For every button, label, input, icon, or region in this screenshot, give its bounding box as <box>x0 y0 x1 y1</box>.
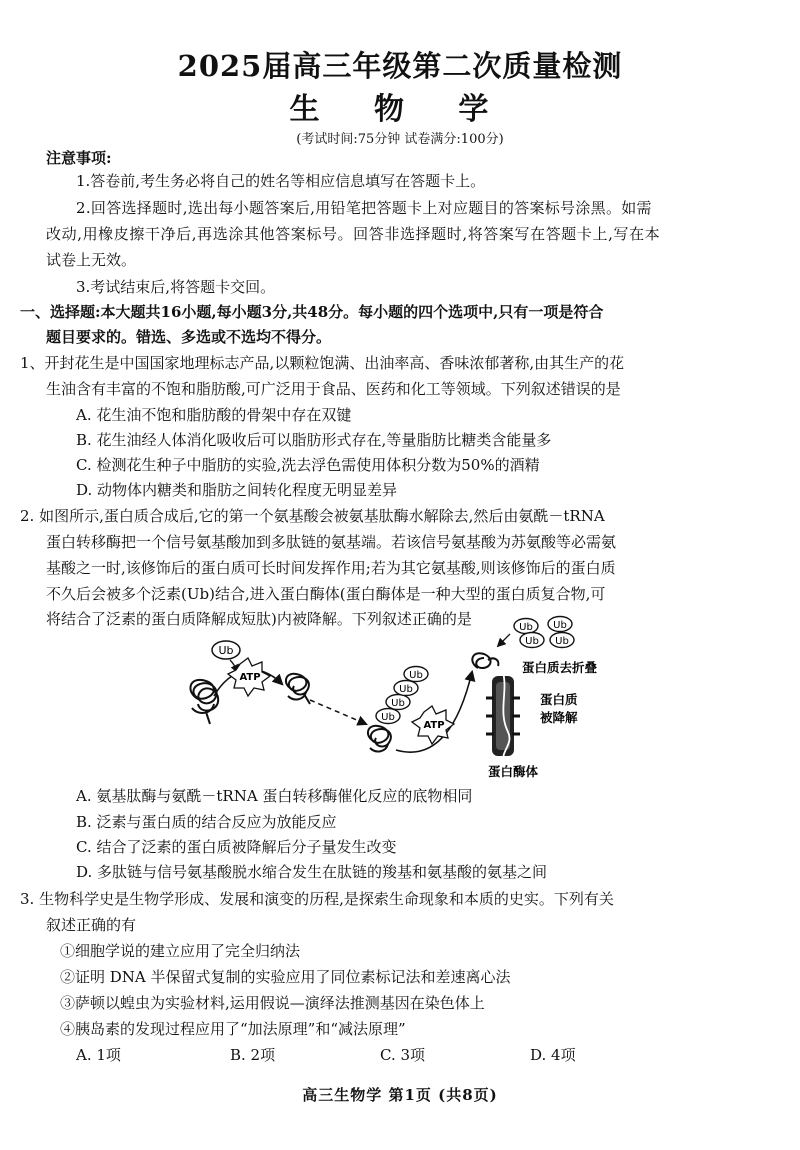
ub-label: Ub <box>399 684 413 695</box>
q1-option-a: A. 花生油不饱和脂肪酸的骨架中存在双键 <box>76 406 352 424</box>
label-proteasome: 蛋白酶体 <box>488 764 539 779</box>
q3-statement: ③萨顿以蝗虫为实验材料,运用假说—演绎法推测基因在染色体上 <box>60 994 485 1012</box>
q2-option-b: B. 泛素与蛋白质的结合反应为放能反应 <box>76 813 337 831</box>
q3-stem: 3. 生物科学史是生物学形成、发展和演变的历程,是探索生命现象和本质的史实。下列有关 <box>20 890 614 908</box>
subject-title: 生 物 学 <box>289 92 511 127</box>
notice-item: 1.答卷前,考生务必将自己的姓名等相应信息填写在答题卡上。 <box>76 172 486 190</box>
q3-statement: ②证明 DNA 半保留式复制的实验应用了同位素标记法和差速离心法 <box>60 968 511 986</box>
label-unfold: 蛋白质去折叠 <box>522 660 598 675</box>
atp-label: ATP <box>239 672 261 683</box>
q3-statement: ①细胞学说的建立应用了完全归纳法 <box>60 942 301 960</box>
ubiquitin-degradation-figure <box>170 612 610 788</box>
ub-label: Ub <box>409 670 423 681</box>
q2-stem: 基酸之一时,该修饰后的蛋白质可长时间发挥作用;若为其它氨基酸,则该修饰后的蛋白质 <box>46 559 616 577</box>
folded-protein-icon <box>190 680 218 724</box>
ub-label: Ub <box>519 622 533 633</box>
ub-label: Ub <box>555 636 569 647</box>
page-footer: 高三生物学 第1页 (共8页) <box>302 1086 498 1104</box>
proteasome-icon <box>486 672 520 762</box>
notice-item: 2.回答选择题时,选出每小题答案后,用铅笔把答题卡上对应题目的答案标号涂黑。如需 <box>76 199 652 217</box>
ub-label: Ub <box>391 698 405 709</box>
ubiquitin-cluster <box>498 617 574 648</box>
q1-option-d: D. 动物体内糖类和脂肪之间转化程度无明显差异 <box>76 481 398 499</box>
q3-option-b: B. 2项 <box>230 1046 276 1064</box>
q2-option-c: C. 结合了泛素的蛋白质被降解后分子量发生改变 <box>76 838 397 856</box>
q2-option-a: A. 氨基肽酶与氨酰－tRNA 蛋白转移酶催化反应的底物相同 <box>76 787 473 805</box>
notice-item: 试卷上无效。 <box>46 251 137 269</box>
q3-option-a: A. 1项 <box>76 1046 121 1064</box>
label-degrade-2: 被降解 <box>540 710 578 725</box>
ub-label: Ub <box>553 620 567 631</box>
q1-stem: 1、开封花生是中国国家地理标志产品,以颗粒饱满、出油率高、香味浓郁著称,由其生产的花 <box>20 354 625 372</box>
q3-statement: ④胰岛素的发现过程应用了“加法原理”和“减法原理” <box>60 1020 406 1038</box>
section-heading-cont: 题目要求的。错选、多选或不选均不得分。 <box>46 328 332 346</box>
exam-info: (考试时间:75分钟 试卷满分:100分) <box>296 132 504 147</box>
q2-stem: 2. 如图所示,蛋白质合成后,它的第一个氨基酸会被氨基肽酶水解除去,然后由氨酰－tRNA <box>20 507 605 525</box>
q1-option-b: B. 花生油经人体消化吸收后可以脂肪形式存在,等量脂肪比糖类含能量多 <box>76 431 552 449</box>
exam-title: 2025届高三年级第二次质量检测 <box>177 49 623 83</box>
q2-option-d: D. 多肽链与信号氨基酸脱水缩合发生在肽链的羧基和氨基酸的氨基之间 <box>76 863 548 881</box>
q2-stem: 不久后会被多个泛素(Ub)结合,进入蛋白酶体(蛋白酶体是一种大型的蛋白质复合物,可 <box>46 585 606 603</box>
ub-label: Ub <box>218 644 234 657</box>
q2-stem: 蛋白转移酶把一个信号氨基酸加到多肽链的氨基端。若该信号氨基酸为苏氨酸等必需氨 <box>46 533 617 551</box>
atp-label: ATP <box>423 720 445 731</box>
q3-option-d: D. 4项 <box>530 1046 576 1064</box>
label-degrade-1: 蛋白质 <box>540 692 578 707</box>
q3-stem: 叙述正确的有 <box>46 916 137 934</box>
folded-protein-icon <box>286 674 310 704</box>
unfolding-protein-icon <box>472 653 498 668</box>
section-heading: 一、选择题:本大题共16小题,每小题3分,共48分。每小题的四个选项中,只有一项是符合 <box>20 303 604 321</box>
notice-item: 改动,用橡皮擦干净后,再选涂其他答案标号。回答非选择题时,将答案写在答题卡上,写在本 <box>46 225 661 243</box>
q1-stem: 生油含有丰富的不饱和脂肪酸,可广泛用于食品、医药和化工等领域。下列叙述错误的是 <box>46 380 621 398</box>
notice-item: 3.考试结束后,将答题卡交回。 <box>76 278 276 296</box>
ub-label: Ub <box>381 712 395 723</box>
q1-option-c: C. 检测花生种子中脂肪的实验,洗去浮色需使用体积分数为50%的酒精 <box>76 456 540 474</box>
q2-stem: 将结合了泛素的蛋白质降解成短肽)内被降解。下列叙述正确的是 <box>46 610 472 628</box>
ub-label: Ub <box>525 636 539 647</box>
folded-protein-icon <box>368 726 391 752</box>
notice-heading: 注意事项: <box>46 149 112 167</box>
q3-option-c: C. 3项 <box>380 1046 426 1064</box>
ubiquitin-chain <box>376 667 428 724</box>
